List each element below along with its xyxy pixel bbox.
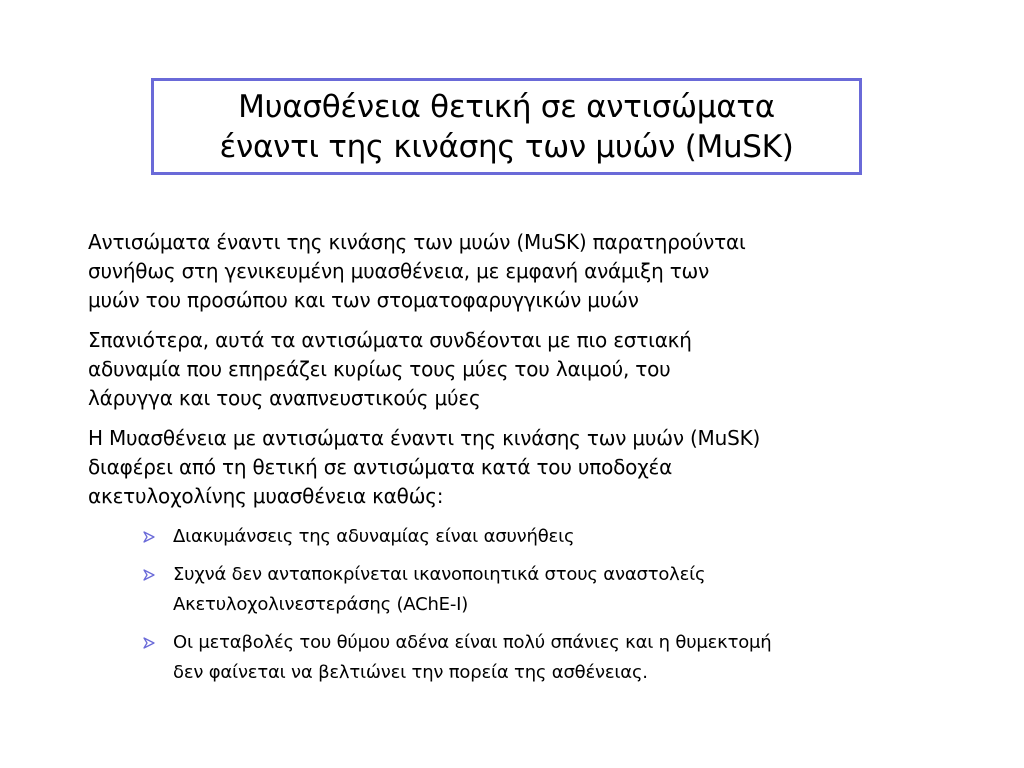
sub-bullet-item-2: [143, 560, 988, 620]
body-paragraph-2: [88, 326, 988, 413]
paragraph-line: συνήθως στη γενικευμένη μυασθένεια, με εμφανή ανάμιξη των: [88, 259, 710, 283]
slide-title-line-2: έναντι της κινάσης των μυών (MuSK): [219, 128, 794, 165]
sub-bullet-item-1: [143, 522, 988, 552]
paragraph-line: Σπανιότερα, αυτά τα αντισώματα συνδέονται με πιο εστιακή: [88, 328, 692, 352]
paragraph-line: λάρυγγα και τους αναπνευστικούς μύες: [88, 386, 481, 410]
arrowhead-bullet-icon: [143, 569, 155, 581]
slide-body: [88, 228, 988, 696]
paragraph-line: μυών του προσώπου και των στοματοφαρυγγικών μυών: [88, 288, 639, 312]
sub-bullet-item-3: [143, 628, 988, 688]
paragraph-line: αδυναμία που επηρεάζει κυρίως τους μύες του λαιμού, του: [88, 357, 671, 381]
sub-bullet-list: [88, 522, 988, 688]
arrowhead-bullet-icon: [143, 531, 155, 543]
sub-item-line: Οι μεταβολές του θύμου αδένα είναι πολύ σπάνιες και η θυμεκτομή: [173, 632, 772, 653]
paragraph-line: Η Μυασθένεια με αντισώματα έναντι της κινάσης των μυών (MuSK): [88, 426, 761, 450]
sub-item-line: δεν φαίνεται να βελτιώνει την πορεία της ασθένειας.: [173, 662, 648, 683]
paragraph-line: Αντισώματα έναντι της κινάσης των μυών (MuSK) παρατηρούνται: [88, 230, 746, 254]
sub-item-line: Διακυμάνσεις της αδυναμίας είναι ασυνήθεις: [173, 526, 575, 547]
slide-title-line-1: Μυασθένεια θετική σε αντισώματα: [238, 88, 775, 125]
sub-item-line: Συχνά δεν ανταποκρίνεται ικανοποιητικά στους αναστολείς: [173, 564, 706, 585]
arrowhead-bullet-icon: [143, 637, 155, 649]
sub-item-line: Ακετυλοχολινεστεράσης (AChE-I): [173, 594, 469, 615]
slide-title-box: [151, 78, 862, 175]
body-paragraph-3: [88, 424, 988, 511]
body-paragraph-1: [88, 228, 988, 315]
paragraph-line: διαφέρει από τη θετική σε αντισώματα κατά του υποδοχέα: [88, 455, 673, 479]
paragraph-line: ακετυλοχολίνης μυασθένεια καθώς:: [88, 484, 444, 508]
